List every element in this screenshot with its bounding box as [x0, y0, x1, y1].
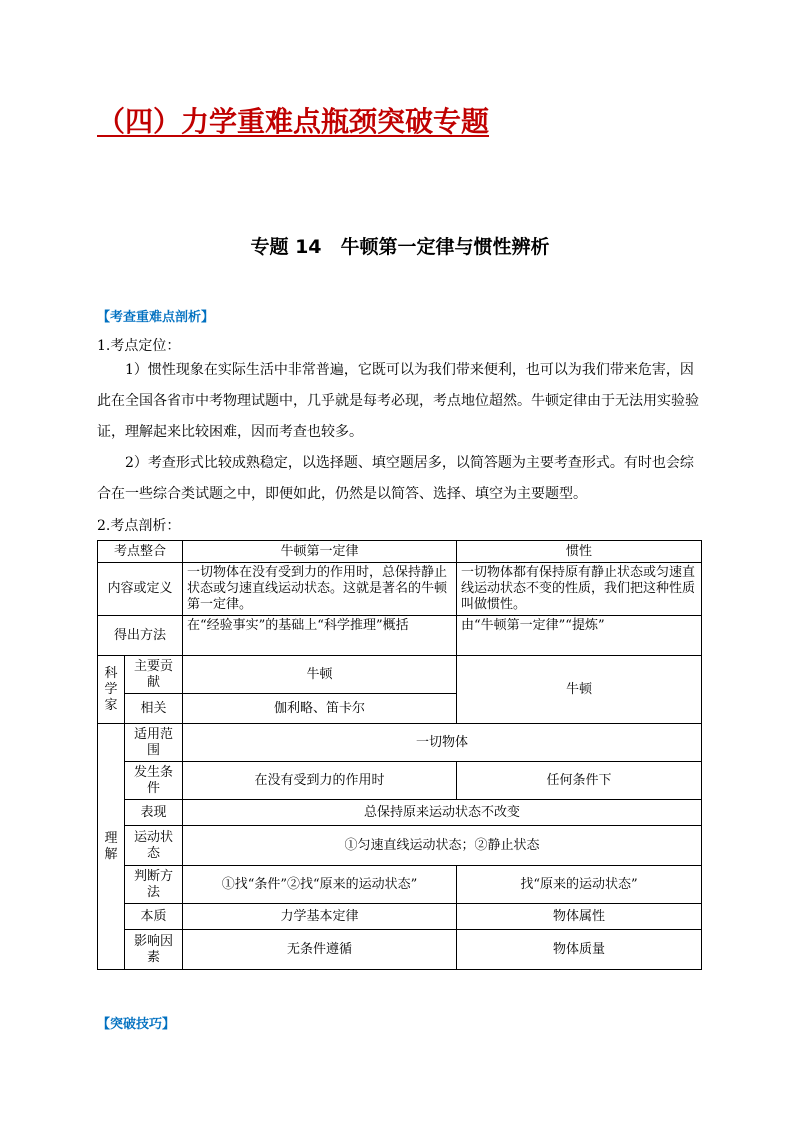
row-label-expression: 表现	[125, 800, 183, 826]
table-row-condition	[98, 762, 702, 800]
cell-main-contribution: 牛顿	[183, 656, 457, 694]
row-label-main-contribution: 主要贡献	[125, 656, 183, 694]
cell-state: ①匀速直线运动状态；②静止状态	[183, 826, 702, 866]
group-label-understanding: 理解	[98, 724, 125, 970]
table-row-state	[98, 826, 702, 866]
cell-condition-inertia: 任何条件下	[457, 762, 702, 800]
row-label-state: 运动状态	[125, 826, 183, 866]
cell-judge-newton: ①找“条件”②找“原来的运动状态”	[183, 866, 457, 904]
section-heading-analysis: 【考查重难点剖析】	[97, 310, 215, 325]
row-label-nature: 本质	[125, 904, 183, 930]
row-label-condition: 发生条件	[125, 762, 183, 800]
table-row-expression	[98, 800, 702, 826]
comparison-table	[97, 540, 702, 970]
cell-condition-newton: 在没有受到力的作用时	[183, 762, 457, 800]
row-label-related: 相关	[125, 694, 183, 724]
table-row-definition	[98, 563, 702, 616]
item-label-analysis: 2.考点剖析：	[97, 518, 181, 534]
table-row-scientist-main	[98, 656, 702, 694]
cell-factor-inertia: 物体质量	[457, 930, 702, 970]
cell-method-inertia: 由“牛顿第一定律”“提炼”	[457, 616, 702, 656]
cell-judge-inertia: 找“原来的运动状态”	[457, 866, 702, 904]
cell-factor-newton: 无条件遵循	[183, 930, 457, 970]
cell-nature-newton: 力学基本定律	[183, 904, 457, 930]
cell-related: 伽利略、笛卡尔	[183, 694, 457, 724]
cell-definition-newton: 一切物体在没有受到力的作用时，总保持静止状态或匀速直线运动状态。这就是著名的牛顿第一定律。	[183, 563, 457, 616]
cell-expression: 总保持原来运动状态不改变	[183, 800, 702, 826]
section-heading-techniques: 【突破技巧】	[97, 1017, 176, 1032]
header-cell-newton: 牛顿第一定律	[183, 541, 457, 563]
table-row-header	[98, 541, 702, 563]
cell-scope: 一切物体	[183, 724, 702, 762]
row-label-definition: 内容或定义	[98, 563, 183, 616]
paragraph-1: 1）惯性现象在实际生活中非常普遍，它既可以为我们带来便利，也可以为我们带来危害，因此在全国各省市中考物理试题中，几乎就是每考必现，考点地位超然。牛顿定律由于无法用实验验证，理解起来比较困难，因而考查也较多。	[97, 362, 699, 440]
header-cell-inertia: 惯性	[457, 541, 702, 563]
item-label-positioning: 1.考点定位：	[97, 338, 181, 354]
row-label-judge: 判断方法	[125, 866, 183, 904]
cell-definition-inertia: 一切物体都有保持原有静止状态或匀速直线运动状态不变的性质，我们把这种性质叫做惯性。	[457, 563, 702, 616]
table-row-scope	[98, 724, 702, 762]
table-row-judge	[98, 866, 702, 904]
row-label-scope: 适用范围	[125, 724, 183, 762]
row-label-factor: 影响因素	[125, 930, 183, 970]
header-cell-topic: 考点整合	[98, 541, 183, 563]
cell-nature-inertia: 物体属性	[457, 904, 702, 930]
group-label-scientist: 科学家	[98, 656, 125, 724]
main-title: （四）力学重难点瓶颈突破专题	[97, 105, 490, 138]
table-row-method	[98, 616, 702, 656]
table-row-nature	[98, 904, 702, 930]
table-row-factor	[98, 930, 702, 970]
row-label-method: 得出方法	[98, 616, 183, 656]
cell-method-newton: 在“经验事实”的基础上“科学推理”概括	[183, 616, 457, 656]
paragraph-2: 2）考查形式比较成熟稳定，以选择题、填空题居多，以简答题为主要考查形式。有时也会综合在一些综合类试题之中，即便如此，仍然是以简答、选择、填空为主要题型。	[97, 455, 694, 502]
cell-scientist-inertia: 牛顿	[457, 656, 702, 724]
sub-title: 专题 14 牛顿第一定律与惯性辨析	[250, 236, 550, 258]
